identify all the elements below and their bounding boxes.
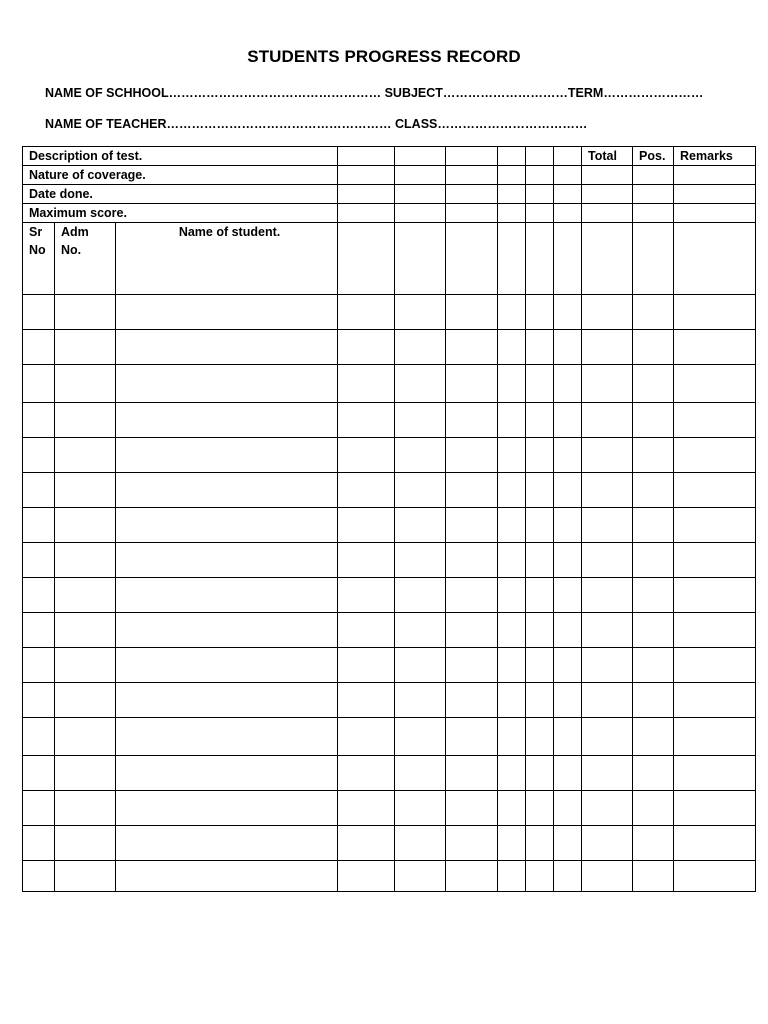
test-cell — [526, 438, 554, 473]
total-cell — [582, 826, 633, 861]
remarks-cell — [674, 223, 756, 295]
remarks-cell — [674, 295, 756, 330]
test-cell — [526, 473, 554, 508]
test-cell — [554, 166, 582, 185]
test-cell — [498, 543, 526, 578]
test-cell — [395, 543, 446, 578]
student-name-cell — [116, 718, 338, 756]
test-cell — [498, 473, 526, 508]
sr-no-cell — [23, 330, 55, 365]
test-cell — [446, 861, 498, 892]
student-name-cell — [116, 438, 338, 473]
test-cell — [395, 718, 446, 756]
student-row — [23, 330, 756, 365]
student-row — [23, 826, 756, 861]
test-cell — [338, 861, 395, 892]
total-cell — [582, 473, 633, 508]
test-cell — [446, 648, 498, 683]
adm-no-cell — [55, 438, 116, 473]
test-cell — [338, 648, 395, 683]
total-cell — [582, 330, 633, 365]
test-cell — [554, 648, 582, 683]
meta-row-description — [23, 147, 756, 166]
test-cell — [338, 204, 395, 223]
student-name-cell — [116, 508, 338, 543]
test-cell — [498, 791, 526, 826]
sr-no-cell — [23, 365, 55, 403]
test-cell — [554, 330, 582, 365]
position-cell — [633, 861, 674, 892]
test-cell — [338, 330, 395, 365]
position-header: Pos. — [633, 147, 674, 166]
test-cell — [446, 204, 498, 223]
test-cell — [526, 403, 554, 438]
test-cell — [554, 147, 582, 166]
page-title: STUDENTS PROGRESS RECORD — [247, 47, 521, 66]
position-cell — [633, 578, 674, 613]
total-cell — [582, 295, 633, 330]
test-cell — [395, 508, 446, 543]
student-name-cell — [116, 295, 338, 330]
test-cell — [526, 543, 554, 578]
position-cell — [633, 185, 674, 204]
test-cell — [338, 718, 395, 756]
test-cell — [554, 223, 582, 295]
adm-no-cell — [55, 791, 116, 826]
adm-no-cell — [55, 826, 116, 861]
test-cell — [554, 185, 582, 204]
student-row — [23, 543, 756, 578]
test-cell — [526, 147, 554, 166]
position-cell — [633, 438, 674, 473]
test-cell — [395, 204, 446, 223]
test-cell — [526, 718, 554, 756]
total-header: Total — [582, 147, 633, 166]
position-cell — [633, 204, 674, 223]
test-cell — [395, 683, 446, 718]
test-cell — [554, 508, 582, 543]
sr-no-cell — [23, 756, 55, 791]
test-cell — [446, 756, 498, 791]
total-cell — [582, 166, 633, 185]
test-cell — [498, 718, 526, 756]
adm-no-cell — [55, 365, 116, 403]
test-cell — [498, 223, 526, 295]
student-row — [23, 648, 756, 683]
sr-no-cell — [23, 543, 55, 578]
test-cell — [446, 166, 498, 185]
test-cell — [395, 791, 446, 826]
student-row — [23, 295, 756, 330]
remarks-cell — [674, 826, 756, 861]
test-cell — [526, 683, 554, 718]
position-cell — [633, 403, 674, 438]
test-cell — [446, 295, 498, 330]
meta-label: Nature of coverage. — [23, 166, 338, 185]
total-cell — [582, 438, 633, 473]
test-cell — [338, 578, 395, 613]
student-name-header: Name of student. — [116, 223, 338, 295]
test-cell — [446, 543, 498, 578]
test-cell — [395, 223, 446, 295]
test-cell — [554, 365, 582, 403]
remarks-cell — [674, 861, 756, 892]
student-name-cell — [116, 683, 338, 718]
test-cell — [446, 403, 498, 438]
sr-no-cell — [23, 508, 55, 543]
test-cell — [554, 204, 582, 223]
sr-no-cell — [23, 473, 55, 508]
adm-no-cell — [55, 295, 116, 330]
sr-no-cell — [23, 295, 55, 330]
test-cell — [526, 330, 554, 365]
test-cell — [395, 365, 446, 403]
test-cell — [526, 204, 554, 223]
test-cell — [498, 613, 526, 648]
remarks-cell — [674, 508, 756, 543]
meta-row-date — [23, 185, 756, 204]
student-name-cell — [116, 473, 338, 508]
test-cell — [395, 861, 446, 892]
student-row — [23, 508, 756, 543]
student-row — [23, 613, 756, 648]
meta-row-coverage — [23, 166, 756, 185]
test-cell — [498, 826, 526, 861]
remarks-cell — [674, 473, 756, 508]
test-cell — [526, 791, 554, 826]
test-cell — [526, 223, 554, 295]
sr-no-cell — [23, 683, 55, 718]
test-cell — [446, 330, 498, 365]
remarks-cell — [674, 613, 756, 648]
student-row — [23, 473, 756, 508]
adm-no-cell — [55, 403, 116, 438]
test-cell — [526, 166, 554, 185]
test-cell — [554, 543, 582, 578]
test-cell — [395, 648, 446, 683]
student-name-cell — [116, 578, 338, 613]
student-name-cell — [116, 613, 338, 648]
student-header-row — [23, 223, 756, 295]
sr-no-cell — [23, 826, 55, 861]
test-cell — [554, 438, 582, 473]
remarks-cell — [674, 683, 756, 718]
test-cell — [446, 438, 498, 473]
student-name-cell — [116, 403, 338, 438]
test-cell — [498, 578, 526, 613]
total-cell — [582, 508, 633, 543]
remarks-cell — [674, 648, 756, 683]
test-cell — [526, 756, 554, 791]
student-name-cell — [116, 330, 338, 365]
remarks-cell — [674, 438, 756, 473]
test-cell — [498, 683, 526, 718]
test-cell — [338, 683, 395, 718]
remarks-header: Remarks — [674, 147, 756, 166]
test-cell — [498, 204, 526, 223]
test-cell — [554, 295, 582, 330]
test-cell — [338, 403, 395, 438]
student-row — [23, 683, 756, 718]
student-row — [23, 578, 756, 613]
test-cell — [338, 223, 395, 295]
test-cell — [395, 756, 446, 791]
test-cell — [395, 330, 446, 365]
position-cell — [633, 330, 674, 365]
position-cell — [633, 223, 674, 295]
student-row — [23, 403, 756, 438]
position-cell — [633, 508, 674, 543]
sr-no-label-line1: Sr — [29, 225, 43, 239]
adm-no-cell — [55, 613, 116, 648]
remarks-cell — [674, 365, 756, 403]
total-cell — [582, 756, 633, 791]
position-cell — [633, 543, 674, 578]
test-cell — [338, 826, 395, 861]
test-cell — [498, 330, 526, 365]
test-cell — [395, 473, 446, 508]
student-row — [23, 791, 756, 826]
test-cell — [526, 508, 554, 543]
position-cell — [633, 756, 674, 791]
position-cell — [633, 473, 674, 508]
test-cell — [395, 826, 446, 861]
test-cell — [446, 826, 498, 861]
test-cell — [554, 578, 582, 613]
student-name-cell — [116, 543, 338, 578]
test-cell — [498, 403, 526, 438]
sr-no-cell — [23, 578, 55, 613]
test-cell — [526, 185, 554, 204]
test-cell — [526, 295, 554, 330]
teacher-class-line: NAME OF TEACHER……………………………………………… CLASS……………………………… — [45, 117, 588, 131]
test-cell — [554, 826, 582, 861]
test-cell — [554, 613, 582, 648]
test-cell — [446, 718, 498, 756]
student-row — [23, 365, 756, 403]
test-cell — [554, 861, 582, 892]
test-cell — [395, 295, 446, 330]
total-cell — [582, 543, 633, 578]
position-cell — [633, 718, 674, 756]
adm-no-cell — [55, 648, 116, 683]
test-cell — [446, 613, 498, 648]
adm-no-cell — [55, 861, 116, 892]
position-cell — [633, 613, 674, 648]
test-cell — [446, 147, 498, 166]
test-cell — [446, 683, 498, 718]
test-cell — [338, 508, 395, 543]
sr-no-cell — [23, 613, 55, 648]
student-name-cell — [116, 365, 338, 403]
student-name-cell — [116, 791, 338, 826]
adm-no-cell — [55, 330, 116, 365]
test-cell — [395, 166, 446, 185]
adm-no-cell — [55, 508, 116, 543]
test-cell — [554, 683, 582, 718]
test-cell — [526, 861, 554, 892]
remarks-cell — [674, 330, 756, 365]
test-cell — [395, 613, 446, 648]
meta-label: Date done. — [23, 185, 338, 204]
student-name-cell — [116, 756, 338, 791]
sr-no-cell — [23, 861, 55, 892]
total-cell — [582, 613, 633, 648]
test-cell — [338, 166, 395, 185]
adm-no-label-line1: Adm — [61, 225, 89, 239]
remarks-cell — [674, 791, 756, 826]
school-subject-term-line: NAME OF SCHHOOL…………………………………………… SUBJECT…………………………TERM…………………… — [45, 86, 704, 100]
test-cell — [338, 365, 395, 403]
test-cell — [395, 578, 446, 613]
test-cell — [446, 185, 498, 204]
test-cell — [526, 613, 554, 648]
meta-label: Description of test. — [23, 147, 338, 166]
student-name-cell — [116, 648, 338, 683]
position-cell — [633, 648, 674, 683]
total-cell — [582, 648, 633, 683]
remarks-cell — [674, 204, 756, 223]
adm-no-cell — [55, 473, 116, 508]
sr-no-cell — [23, 438, 55, 473]
remarks-cell — [674, 578, 756, 613]
adm-no-cell — [55, 718, 116, 756]
test-cell — [446, 365, 498, 403]
test-cell — [338, 295, 395, 330]
position-cell — [633, 683, 674, 718]
remarks-cell — [674, 756, 756, 791]
test-cell — [446, 223, 498, 295]
total-cell — [582, 204, 633, 223]
student-row — [23, 718, 756, 756]
position-cell — [633, 166, 674, 185]
total-cell — [582, 861, 633, 892]
test-cell — [498, 295, 526, 330]
position-cell — [633, 365, 674, 403]
test-cell — [338, 756, 395, 791]
sr-no-cell — [23, 403, 55, 438]
test-cell — [554, 718, 582, 756]
total-cell — [582, 403, 633, 438]
position-cell — [633, 791, 674, 826]
sr-no-label-line2: No — [29, 243, 46, 257]
test-cell — [526, 578, 554, 613]
student-row — [23, 861, 756, 892]
test-cell — [498, 756, 526, 791]
test-cell — [498, 508, 526, 543]
remarks-cell — [674, 543, 756, 578]
adm-no-cell — [55, 543, 116, 578]
test-cell — [498, 166, 526, 185]
progress-record-table — [22, 146, 756, 892]
total-cell — [582, 718, 633, 756]
test-cell — [446, 578, 498, 613]
test-cell — [338, 473, 395, 508]
meta-row-max-score — [23, 204, 756, 223]
test-cell — [338, 543, 395, 578]
test-cell — [526, 365, 554, 403]
position-cell — [633, 295, 674, 330]
adm-no-cell — [55, 578, 116, 613]
test-cell — [554, 473, 582, 508]
adm-no-cell — [55, 756, 116, 791]
test-cell — [446, 508, 498, 543]
sr-no-cell — [23, 718, 55, 756]
test-cell — [395, 438, 446, 473]
test-cell — [338, 438, 395, 473]
remarks-cell — [674, 718, 756, 756]
test-cell — [338, 791, 395, 826]
test-cell — [446, 473, 498, 508]
total-cell — [582, 223, 633, 295]
test-cell — [498, 861, 526, 892]
test-cell — [554, 403, 582, 438]
student-name-cell — [116, 826, 338, 861]
position-cell — [633, 826, 674, 861]
test-cell — [498, 185, 526, 204]
total-cell — [582, 791, 633, 826]
test-cell — [554, 756, 582, 791]
test-cell — [338, 185, 395, 204]
total-cell — [582, 365, 633, 403]
total-cell — [582, 683, 633, 718]
test-cell — [526, 826, 554, 861]
sr-no-header — [23, 223, 55, 295]
test-cell — [498, 438, 526, 473]
remarks-cell — [674, 403, 756, 438]
student-row — [23, 438, 756, 473]
remarks-cell — [674, 185, 756, 204]
test-cell — [554, 791, 582, 826]
test-cell — [338, 613, 395, 648]
test-cell — [395, 185, 446, 204]
total-cell — [582, 185, 633, 204]
test-cell — [498, 147, 526, 166]
adm-no-cell — [55, 683, 116, 718]
adm-no-label-line2: No. — [61, 243, 82, 257]
test-cell — [338, 147, 395, 166]
test-cell — [395, 147, 446, 166]
adm-no-header — [55, 223, 116, 295]
sr-no-cell — [23, 648, 55, 683]
meta-label: Maximum score. — [23, 204, 338, 223]
test-cell — [395, 403, 446, 438]
student-row — [23, 756, 756, 791]
test-cell — [498, 648, 526, 683]
sr-no-cell — [23, 791, 55, 826]
test-cell — [446, 791, 498, 826]
test-cell — [498, 365, 526, 403]
remarks-cell — [674, 166, 756, 185]
total-cell — [582, 578, 633, 613]
test-cell — [526, 648, 554, 683]
student-name-cell — [116, 861, 338, 892]
